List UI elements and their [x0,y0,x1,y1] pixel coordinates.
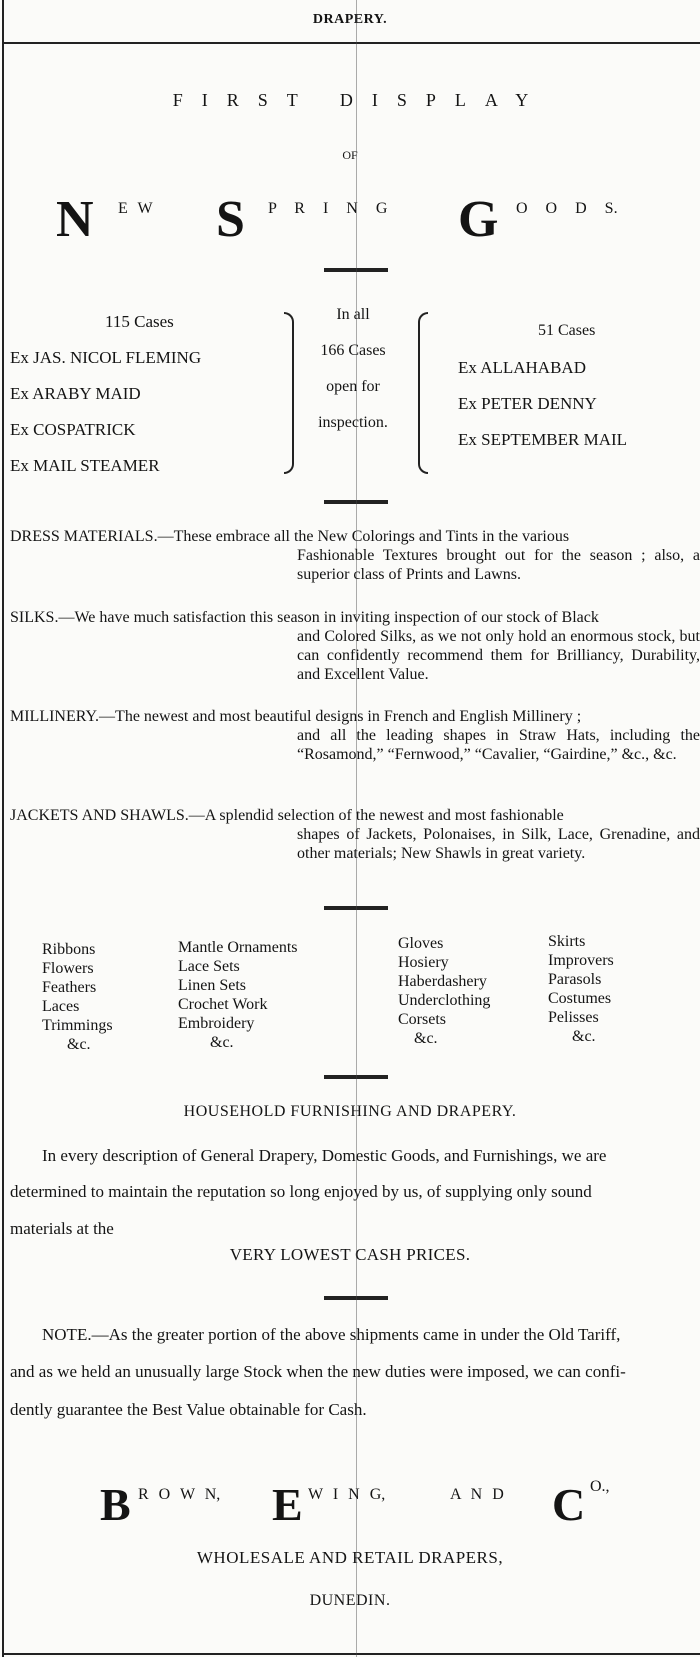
items-column-1 [42,940,113,1054]
display-title: FIRST DISPLAY [172,90,548,110]
firm-description: WHOLESALE AND RETAIL DRAPERS, [196,1548,504,1567]
household-title: HOUSEHOLD FURNISHING AND DRAPERY. [183,1103,517,1120]
firm-name [100,1478,700,1538]
shipment-item: Ex MAIL STEAMER [10,456,160,475]
list-item: Improvers [548,952,614,969]
list-item: Costumes [548,990,612,1007]
household-line: materials at the [10,1219,114,1238]
note-line: and as we held an unusually large Stock when the new duties were imposed, we can confi- [10,1362,626,1381]
department-text: and all the leading shapes in Straw Hats, including the “Rosamond,” “Fernwood,” “Cavalier, “Gairdine,” &c., &c. [297,727,700,763]
left-brace [418,312,428,474]
header-rule [4,42,700,44]
department-lead: SILKS.—We have much satisfaction this season in inviting inspection of our stock of Black [10,609,599,626]
goods-initial-g: G [458,191,499,248]
list-item: Parasols [548,971,602,988]
firm-rest-o: O., [590,1478,610,1495]
shipment-item: Ex ARABY MAID [10,384,141,403]
firm-initial-e: E [272,1479,303,1530]
total-line: inspection. [318,414,388,431]
household-line: determined to maintain the reputation so long enjoyed by us, of supplying only sound [10,1182,592,1201]
list-item: &c. [210,1034,234,1051]
right-shipments-header: 51 Cases [538,322,596,339]
items-column-2 [178,938,298,1052]
list-item: &c. [414,1030,438,1047]
goods-initial-n: N [56,191,94,248]
department-lead: DRESS MATERIALS.—These embrace all the New Colorings and Tints in the various [10,528,570,545]
lowest-cash-prices: VERY LOWEST CASH PRICES. [229,1245,471,1264]
left-shipments [10,312,280,492]
list-item: Embroidery [178,1015,255,1032]
list-item: Ribbons [42,941,96,958]
left-shipments-header: 115 Cases [105,312,174,331]
footer-rule [4,1653,700,1655]
goods-rest-pring: P R I N G [268,200,388,217]
department-text: Fashionable Textures brought out for the season ; also, a superior class of Prints and Lawns. [297,547,700,583]
list-item: Lace Sets [178,958,240,975]
list-item: Laces [42,998,80,1015]
total-cases [298,306,408,450]
list-item: Flowers [42,960,94,977]
list-item: &c. [572,1028,596,1045]
left-border-rule [2,0,4,1657]
firm-initial-b: B [100,1479,131,1530]
list-item: Pelisses [548,1009,599,1026]
note-line: dently guarantee the Best Value obtainable for Cash. [10,1400,367,1419]
right-shipments [458,322,698,466]
department-text: and Colored Silks, as we not only hold an enormous stock, but can confidently recommend them for Brilliancy, Durability, and Excellent Value. [297,628,700,683]
list-item: Crochet Work [178,996,268,1013]
firm-and: A N D [450,1486,504,1503]
department-text: shapes of Jackets, Polonaises, in Silk, Lace, Grenadine, and other materials; New Shawls in great variety. [297,826,700,862]
shipment-item: Ex JAS. NICOL FLEMING [10,348,202,367]
department-dress-materials [10,527,700,584]
list-item: Haberdashery [398,973,487,990]
department-jackets-shawls [10,806,700,863]
total-line: In all [336,306,370,323]
household-line: In every description of General Drapery, Domestic Goods, and Furnishings, we are [42,1146,607,1165]
items-column-4 [548,932,614,1046]
list-item: Gloves [398,935,444,952]
shipment-item: Ex SEPTEMBER MAIL [458,430,628,449]
department-millinery [10,707,700,764]
shipment-item: Ex ALLAHABAD [458,358,586,377]
list-item: Mantle Ornaments [178,939,298,956]
right-brace [284,312,294,474]
department-lead: JACKETS AND SHAWLS.—A splendid selection of the newest and most fashionable [10,807,564,824]
section-header: DRAPERY. [312,12,388,27]
fold-crease [356,0,357,1657]
list-item: Corsets [398,1011,446,1028]
shipment-item: Ex PETER DENNY [458,394,597,413]
list-item: Trimmings [42,1017,113,1034]
goods-rest-oods: O O D S. [516,200,618,217]
department-lead: MILLINERY.—The newest and most beautiful designs in French and English Millinery ; [10,708,582,725]
new-spring-goods-heading [56,190,696,250]
goods-rest-ew: E W [118,200,153,217]
goods-initial-s: S [216,191,245,248]
total-line: 166 Cases [320,342,386,359]
note-line: NOTE.—As the greater portion of the above shipments came in under the Old Tariff, [42,1325,621,1344]
firm-rest-wing: W I N G, [308,1486,386,1503]
list-item: Feathers [42,979,97,996]
list-item: Underclothing [398,992,491,1009]
list-item: Linen Sets [178,977,246,994]
firm-rest-rown: R O W N, [138,1486,221,1503]
total-line: open for [326,378,380,395]
title-of: OF [342,148,358,162]
firm-initial-c: C [552,1479,586,1530]
items-column-3 [398,934,490,1048]
firm-city: DUNEDIN. [309,1592,391,1609]
list-item: &c. [67,1036,91,1053]
department-silks [10,608,700,684]
list-item: Skirts [548,933,586,950]
shipment-item: Ex COSPATRICK [10,420,136,439]
list-item: Hosiery [398,954,449,971]
